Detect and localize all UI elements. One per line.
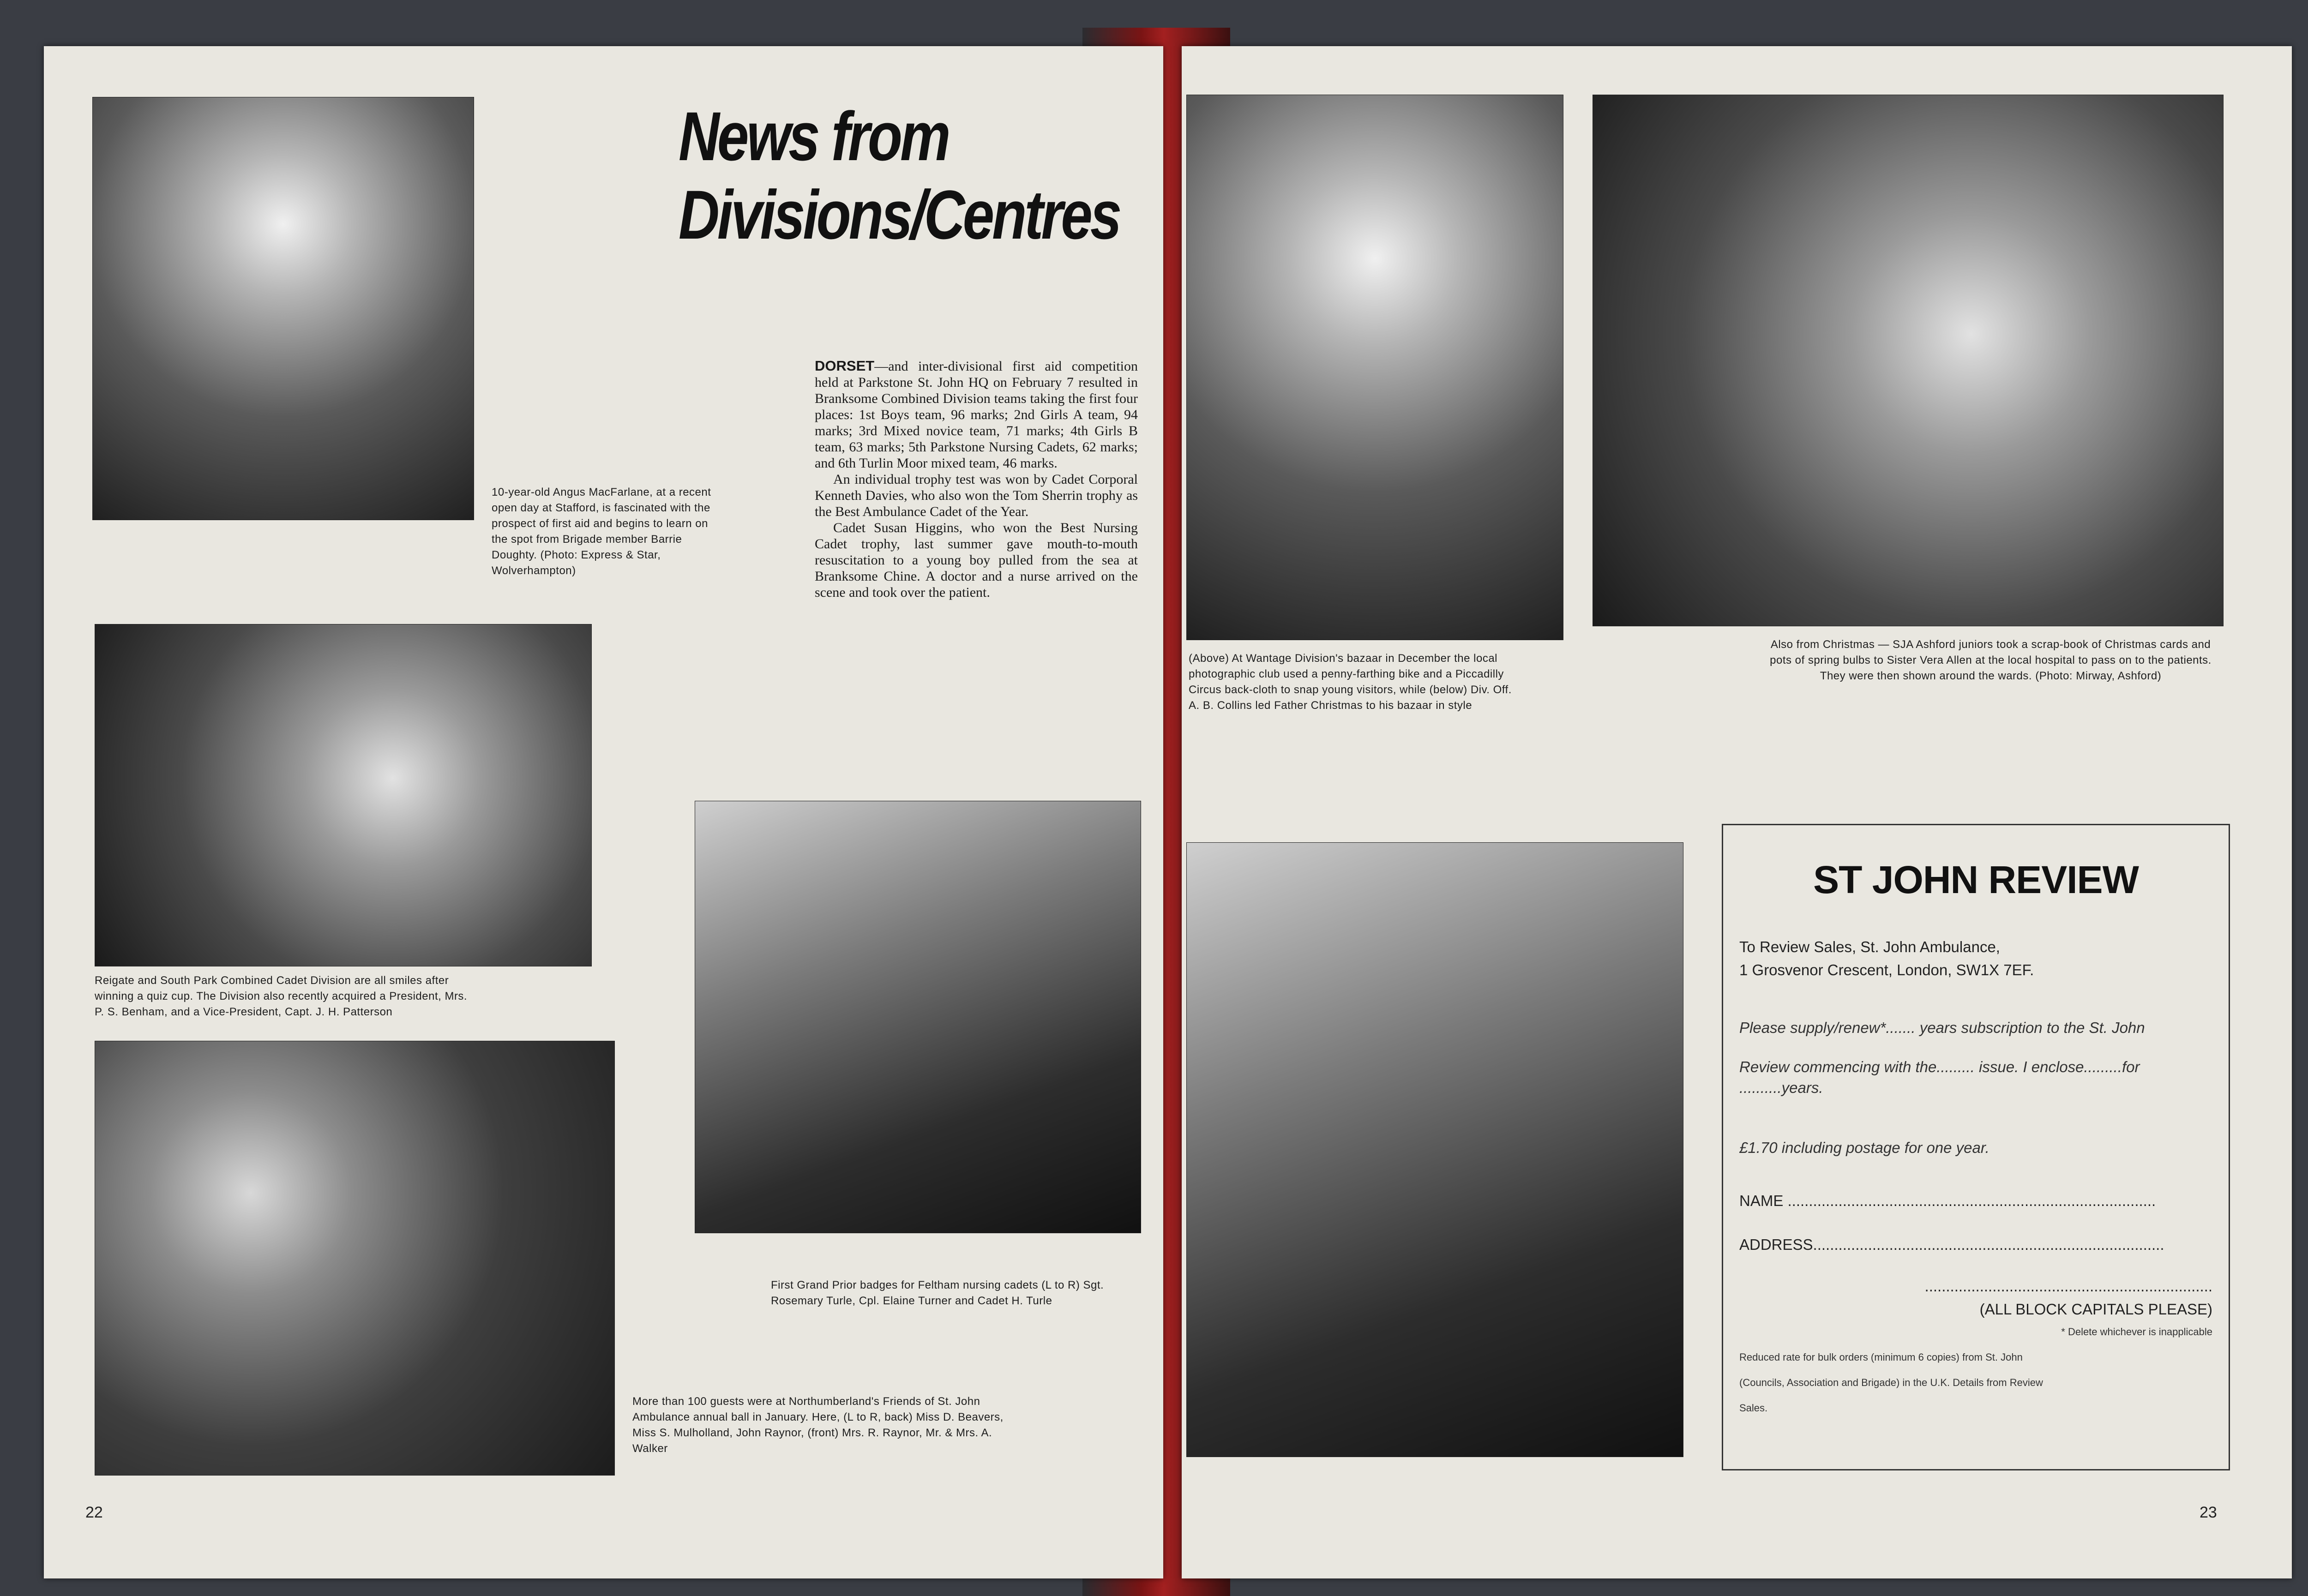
dorset-article <box>815 358 1138 600</box>
form-bulk-line3: Sales. <box>1739 1402 1768 1414</box>
caption-ashford: Also from Christmas — SJA Ashford juniors took a scrap-book of Christmas cards and pots of spring bulbs to Sister Vera Allen at the local hospital to pass on to the patients. They were then shown around the wards. (Photo: Mirway, Ashford) <box>1770 638 2212 682</box>
form-bulk-line2: (Councils, Association and Brigade) in the U.K. Details from Review <box>1739 1377 2043 1388</box>
form-address-field-2[interactable]: .................................................................... <box>1924 1278 2212 1295</box>
caption-northumberland: More than 100 guests were at Northumberland's Friends of St. John Ambulance annual ball in January. Here, (L to R, back) Miss D. Beavers, Miss S. Mulholland, John Raynor, (front) Mrs. R. Raynor, Mr. & Mrs. A. Walker <box>632 1395 1004 1455</box>
caption-angus: 10-year-old Angus MacFarlane, at a recent open day at Stafford, is fascinated with the prospect of first aid and begins to learn on the spot from Brigade member Barrie Doughty. (Photo: Express & Star, Wolverhampton) <box>492 486 711 577</box>
caption-feltham: First Grand Prior badges for Feltham nursing cadets (L to R) Sgt. Rosemary Turle, Cpl. Elaine Turner and Cadet H. Turle <box>771 1279 1104 1307</box>
form-address-field[interactable]: ADDRESS................................................................................... <box>1739 1236 2164 1253</box>
photo-reigate-cadets <box>95 624 592 966</box>
form-name-field[interactable]: NAME ....................................................................................... <box>1739 1192 2156 1209</box>
article-paragraph-2: An individual trophy test was won by Cadet Corporal Kenneth Davies, who also won the Tom Sherrin trophy as the Best Ambulance Cadet of the Year. <box>815 472 1138 519</box>
headline-line2: Divisions/Centres <box>679 176 1120 253</box>
page-number-right: 23 <box>2200 1504 2217 1521</box>
article-lead: DORSET <box>815 358 875 374</box>
form-price: £1.70 including postage for one year. <box>1739 1139 1989 1156</box>
subscription-form <box>1722 824 2230 1470</box>
form-supply-line3: ..........years. <box>1739 1079 1823 1096</box>
photo-ashford-juniors <box>1593 95 2224 626</box>
form-delete-note: * Delete whichever is inapplicable <box>2061 1326 2212 1338</box>
caption-reigate: Reigate and South Park Combined Cadet Division are all smiles after winning a quiz cup. The Division also recently acquired a President, Mrs. P. S. Benham, and a Vice-President, Capt. J. H. Patterson <box>95 974 468 1018</box>
article-text-1: —and inter-divisional first aid competition held at Parkstone St. John HQ on February 7 resulted in Branksome Combined Division teams taking the first four places: 1st Boys team, 96 marks; 2nd Girls A team, 94 marks; 3rd Mixed novice team, 71 marks; 4th Girls B team, 63 marks; 5th Parkstone Nursing Cadets, 62 marks; and 6th Turlin Moor mixed team, 46 marks. <box>815 359 1138 471</box>
article-paragraph-3: Cadet Susan Higgins, who won the Best Nursing Cadet trophy, last summer gave mouth-to-mouth resuscitation to a young boy pulled from the sea at Branksome Chine. A doctor and a nurse arrived on the scene and took over the patient. <box>815 520 1138 600</box>
form-supply-line2: Review commencing with the......... issue. I enclose.........for <box>1739 1058 2140 1075</box>
form-capitals-note: (ALL BLOCK CAPITALS PLEASE) <box>1979 1301 2212 1318</box>
form-address-line2: 1 Grosvenor Crescent, London, SW1X 7EF. <box>1739 961 2034 978</box>
photo-penny-farthing <box>1186 95 1563 640</box>
photo-father-christmas <box>1186 842 1683 1457</box>
form-bulk-line1: Reduced rate for bulk orders (minimum 6 copies) from St. John <box>1739 1351 2023 1363</box>
form-title: ST JOHN REVIEW <box>1813 858 2139 901</box>
photo-northumberland-ball <box>95 1041 615 1476</box>
headline-line1: News from <box>679 97 949 175</box>
page-number-left: 22 <box>85 1504 103 1521</box>
form-supply-line1: Please supply/renew*....... years subscription to the St. John <box>1739 1019 2145 1036</box>
photo-feltham-cadets <box>695 801 1141 1233</box>
caption-wantage: (Above) At Wantage Division's bazaar in December the local photographic club used a penny-farthing bike and a Piccadilly Circus back-cloth to snap young visitors, while (below) Div. Off. A. B. Collins led Father Christmas to his bazaar in style <box>1189 652 1512 712</box>
photo-skeleton-first-aid <box>92 97 474 520</box>
article-paragraph-1 <box>815 358 1138 471</box>
form-address-line1: To Review Sales, St. John Ambulance, <box>1739 938 2000 955</box>
